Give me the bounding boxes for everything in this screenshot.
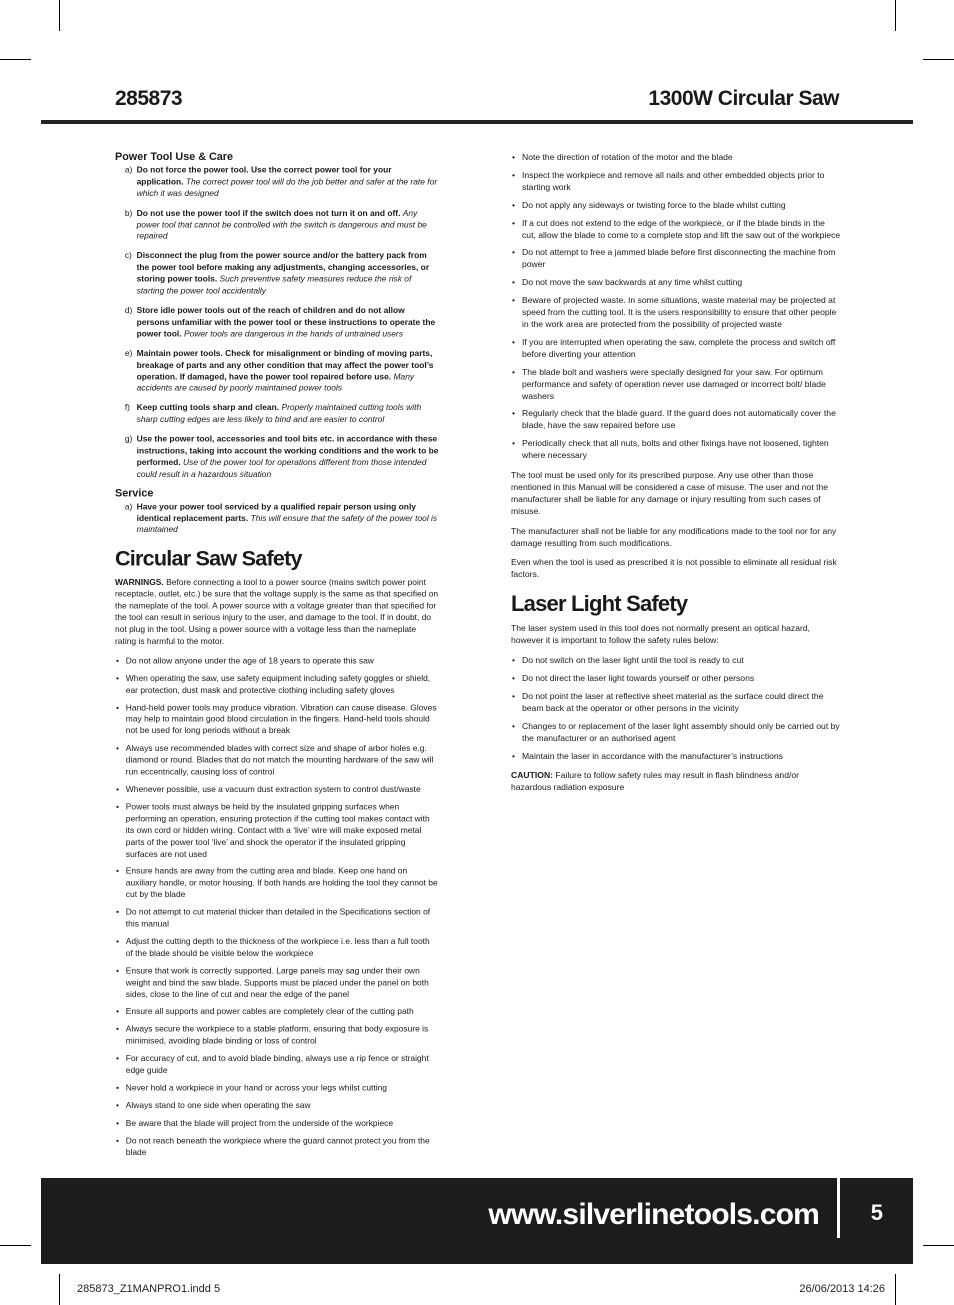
- item-letter: e): [124, 348, 133, 358]
- right-column: [511, 152, 841, 802]
- bullet-text: Adjust the cutting depth to the thickness of the workpiece i.e. less than a full tooth of the blade should be visible below the workpiece: [125, 936, 430, 958]
- crop-mark: [59, 0, 60, 31]
- laser-intro: The laser system used in this tool does not normally present an optical hazard, however it is important to follow the safety rules below:: [511, 623, 811, 646]
- lettered-list: [115, 165, 439, 481]
- bullet-text: Do not move the saw backwards at any time whilst cutting: [522, 277, 743, 288]
- item-letter: a): [124, 164, 133, 175]
- item-explanation: Many accidents are caused by poorly maintained power tools: [136, 371, 415, 393]
- list-item: [115, 866, 439, 901]
- list-item: [115, 501, 439, 536]
- body-paragraph: The manufacturer shall not be liable for any modifications made to the tool nor for any damage resulting from such modifications.: [511, 525, 837, 548]
- bullet-icon: •: [115, 702, 119, 713]
- laser-bullet-list: [511, 655, 841, 762]
- list-item: [115, 784, 439, 796]
- list-item: [115, 1118, 439, 1130]
- list-item: [511, 200, 841, 212]
- bullet-text: Periodically check that all nuts, bolts and other fixings have not loosened, tighten where necessary: [522, 438, 829, 461]
- lettered-list: [115, 501, 439, 536]
- bullet-icon: •: [115, 1082, 119, 1093]
- list-item: [511, 277, 841, 289]
- bullet-text: Maintain the laser in accordance with the manufacturer’s instructions: [522, 750, 783, 761]
- item-explanation: Power tools are dangerous in the hands of untrained users: [183, 328, 403, 339]
- bullet-text: Do not direct the laser light towards yourself or other persons: [522, 673, 755, 683]
- bullet-text: Do not switch on the laser light until the tool is ready to cut: [522, 655, 744, 666]
- item-letter: b): [124, 207, 133, 218]
- warnings-paragraph: [115, 577, 439, 647]
- bullet-icon: •: [115, 1053, 119, 1064]
- list-item: [115, 1135, 439, 1158]
- product-title: 1300W Circular Saw: [648, 87, 839, 110]
- bullet-text: Regularly check that the blade guard. If the guard does not automatically cover the blade, have the saw repaired before use: [522, 408, 836, 431]
- list-item: [115, 1083, 439, 1095]
- website-link[interactable]: www.silverlinetools.com: [488, 1198, 819, 1231]
- body-paragraph: The tool must be used only for its prescribed purpose. Any use other than those mentioned in this Manual will be considered a case of misuse. The user and not the manufacturer shall be liable for any damage or injury resulting from such cases of misuse.: [511, 470, 829, 516]
- bullet-icon: •: [115, 1135, 119, 1146]
- bullet-text: Do not attempt to cut material thicker than detailed in the Specifications section of this manual: [125, 906, 431, 929]
- list-item: [511, 337, 841, 361]
- item-rule: Have your power tool serviced by a qualified repair person using only identical replacement parts.: [136, 501, 416, 523]
- item-explanation: The correct power tool will do the job better and safer at the rate for which it was designed: [136, 176, 438, 198]
- list-item: [115, 403, 439, 426]
- bullet-icon: •: [115, 936, 119, 947]
- bullet-text: Always secure the workpiece to a stable platform, ensuring that body exposure is minimised, avoiding blade binding or loss of control: [125, 1024, 429, 1046]
- slug-date: 26/06/2013 14:26: [799, 1283, 885, 1295]
- bullet-icon: •: [512, 295, 516, 306]
- bullet-icon: •: [115, 1100, 119, 1110]
- caution-paragraph: [511, 770, 841, 794]
- item-explanation: Use of the power tool for operations different from those intended could result in a hazardous situation: [136, 457, 427, 479]
- item-rule: Keep cutting tools sharp and clean.: [136, 402, 280, 413]
- list-item: [511, 152, 841, 164]
- list-item: [511, 408, 841, 432]
- item-explanation: Such preventive safety measures reduce the risk of starting the power tool accidentally: [136, 273, 412, 296]
- bullet-text: Do not reach beneath the workpiece where the guard cannot protect you from the blade: [125, 1135, 430, 1157]
- list-item: [115, 165, 439, 200]
- item-letter: c): [124, 250, 132, 261]
- bullet-text: Do not apply any sideways or twisting force to the blade whilst cutting: [522, 199, 786, 210]
- crop-mark: [0, 59, 31, 60]
- bullet-icon: •: [512, 750, 516, 761]
- bullet-icon: •: [512, 277, 516, 288]
- bullet-text: If you are interrupted when operating the saw, complete the process and switch off before diverting your attention: [522, 336, 836, 359]
- bullet-text: For accuracy of cut, and to avoid blade binding, always use a rip fence or straight edge guide: [125, 1053, 429, 1075]
- bullet-text: Always stand to one side when operating the saw: [125, 1100, 311, 1110]
- bullet-icon: •: [115, 1117, 119, 1128]
- bullet-text: Inspect the workpiece and remove all nails and other embedded objects prior to starting work: [522, 169, 825, 192]
- bullet-icon: •: [115, 801, 119, 812]
- bullet-icon: •: [115, 743, 119, 753]
- footer-bar: [41, 1178, 913, 1264]
- crop-mark: [895, 1274, 896, 1305]
- section-heading: Service: [115, 487, 154, 500]
- bullet-icon: •: [115, 1024, 119, 1034]
- item-rule: Do not force the power tool. Use the correct power tool for your application.: [136, 164, 392, 187]
- bullet-text: Do not attempt to free a jammed blade before first disconnecting the machine from power: [522, 247, 836, 270]
- bullet-icon: •: [512, 690, 516, 701]
- bullet-text: Never hold a workpiece in your hand or across your legs whilst cutting: [125, 1082, 387, 1093]
- list-item: [511, 751, 841, 763]
- bullet-icon: •: [512, 408, 516, 419]
- bullet-text: Note the direction of rotation of the motor and the blade: [522, 152, 733, 162]
- bullet-icon: •: [512, 438, 516, 449]
- list-item: [115, 208, 439, 243]
- list-item: [115, 1006, 439, 1018]
- bullet-icon: •: [115, 672, 119, 683]
- warnings-label: WARNINGS.: [115, 577, 164, 588]
- bullet-icon: •: [512, 169, 516, 180]
- bullet-icon: •: [115, 965, 119, 976]
- bullet-text: Always use recommended blades with correct size and shape of arbor holes e.g. diamond or round. Blades that do not match the mounting hardware of the saw will run eccentrically, causing loss of control: [125, 743, 434, 777]
- list-item: [115, 655, 439, 667]
- bullet-text: Changes to or replacement of the laser light assembly should only be carried out by the manufacturer or an authorised agent: [522, 720, 840, 743]
- page-number: 5: [870, 1200, 883, 1225]
- bullet-icon: •: [115, 1006, 119, 1017]
- bullet-icon: •: [115, 906, 119, 917]
- caution-label: CAUTION:: [511, 770, 554, 781]
- bullet-icon: •: [115, 784, 119, 794]
- item-letter: g): [124, 433, 133, 444]
- item-rule: Disconnect the plug from the power source and/or the battery pack from the power tool before making any adjustments, changing accessories, or storing power tools.: [136, 250, 430, 284]
- list-item: [115, 1100, 439, 1112]
- list-item: [115, 1024, 439, 1047]
- list-item: [511, 295, 841, 331]
- list-item: [511, 438, 841, 462]
- caution-text: Failure to follow safety rules may result in flash blindness and/or hazardous radiation exposure: [511, 770, 800, 793]
- bullet-icon: •: [512, 152, 516, 162]
- list-item: [115, 907, 439, 930]
- crop-mark: [895, 0, 896, 31]
- bullet-text: Ensure that work is correctly supported. Large panels may sag under their own weight and bind the saw blade. Supports must be placed under the panel on both sides, close to the line of cut and near the edge of the panel: [125, 965, 429, 999]
- bullet-text: Ensure hands are away from the cutting area and blade. Keep one hand on auxiliary handle, or motor housing. If both hands are holding the tool they cannot be cut by the blade: [125, 866, 438, 900]
- list-item: [115, 673, 439, 696]
- bullet-icon: •: [115, 655, 119, 666]
- crop-mark: [0, 1245, 31, 1246]
- left-column: [115, 152, 439, 1167]
- bullet-icon: •: [512, 217, 516, 228]
- item-letter: d): [124, 305, 133, 315]
- list-item: [115, 348, 439, 395]
- bullet-text: Beware of projected waste. In some situations, waste material may be projected at speed from the cutting tool. It is the users responsibility to ensure that other people in the work area are protected from the possibility of projected waste: [522, 295, 837, 329]
- list-item: [511, 721, 841, 745]
- bullet-icon: •: [512, 247, 516, 258]
- crop-mark: [923, 59, 954, 60]
- bullet-text: Ensure all supports and power cables are completely clear of the cutting path: [125, 1006, 414, 1017]
- list-item: [115, 1053, 439, 1076]
- list-item: [511, 170, 841, 194]
- item-letter: f): [124, 402, 130, 413]
- bullet-text: Be aware that the blade will project from the underside of the workpiece: [125, 1117, 394, 1128]
- bullet-text: Do not allow anyone under the age of 18 years to operate this saw: [125, 655, 374, 666]
- bullet-icon: •: [512, 336, 516, 347]
- item-explanation: This will ensure that the safety of the power tool is maintained: [136, 512, 438, 535]
- footer-divider: [837, 1178, 840, 1238]
- list-item: [115, 966, 439, 1001]
- bullet-text: Whenever possible, use a vacuum dust extraction system to control dust/waste: [125, 784, 421, 794]
- list-item: [115, 305, 439, 340]
- bullet-icon: •: [512, 199, 516, 210]
- bullet-icon: •: [115, 866, 119, 876]
- list-item: [511, 367, 841, 403]
- crop-mark: [923, 1245, 954, 1246]
- list-item: [115, 434, 439, 481]
- list-item: [115, 250, 439, 297]
- list-item: [115, 743, 439, 778]
- list-item: [511, 247, 841, 271]
- warnings-text: Before connecting a tool to a power source (mains switch power point receptacle, outlet, etc.) be sure that the voltage supply is the same as that specified on the nameplate of the tool. A power source with a voltage greater than that specified for the tool can result in serious injury to the user, and damage to the tool. If in doubt, do not plug in the tool. Using a power source with a voltage less than the nameplate rating is harmful to the motor.: [115, 577, 439, 646]
- header-rule: [41, 120, 913, 124]
- section-title-laser-light-safety: Laser Light Safety: [511, 591, 688, 617]
- list-item: [511, 691, 841, 715]
- list-item: [115, 802, 439, 860]
- bullet-icon: •: [512, 673, 516, 683]
- body-paragraph: Even when the tool is used as prescribed it is not possible to eliminate all residual risk factors.: [511, 557, 837, 580]
- item-rule: Store idle power tools out of the reach of children and do not allow persons unfamiliar with the power tool or these instructions to operate the power tool.: [136, 305, 436, 339]
- page-header: [115, 87, 839, 115]
- safety-bullet-list: [511, 152, 841, 462]
- list-item: [115, 702, 439, 737]
- section-title-circular-saw-safety: Circular Saw Safety: [115, 545, 302, 571]
- product-code: 285873: [115, 87, 183, 110]
- item-rule: Use the power tool, accessories and tool bits etc. in accordance with these instructions, taking into account the working conditions and the work to be performed.: [136, 433, 439, 468]
- list-item: [511, 655, 841, 667]
- bullet-text: Hand-held power tools may produce vibration. Vibration can cause disease. Gloves may help to maintain good blood circulation in the fingers. Hand-held tools should not be used for long periods without a break: [125, 702, 437, 736]
- item-explanation: Any power tool that cannot be controlled with the switch is dangerous and must be repaired: [136, 207, 427, 241]
- section-heading: Power Tool Use & Care: [115, 151, 234, 163]
- item-explanation: Properly maintained cutting tools with sharp cutting edges are less likely to bind and are easier to control: [136, 402, 422, 425]
- bullet-text: Power tools must always be held by the insulated gripping surfaces when performing an operation, ensuring protection if the cutting tool makes contact with its own cord or hidden wiring. Contact with a ‘live’ wire will make exposed metal parts of the power tool ‘live’ and shock the operator if the insulated gripping surfaces are not used: [125, 801, 430, 859]
- safety-bullet-list: [115, 655, 439, 1158]
- item-rule: Maintain power tools. Check for misalignment or binding of moving parts, breakage of parts and any other condition that may affect the power tool’s operation. If damaged, have the power tool repaired before use.: [136, 348, 434, 382]
- bullet-icon: •: [512, 366, 516, 377]
- bullet-text: When operating the saw, use safety equipment including safety goggles or shield, ear protection, dust mask and protective clothing including safety gloves: [125, 672, 431, 695]
- list-item: [115, 936, 439, 959]
- bullet-text: If a cut does not extend to the edge of the workpiece, or if the blade binds in the cut, allow the blade to come to a complete stop and lift the saw out of the workpiece: [522, 217, 841, 240]
- bullet-icon: •: [512, 655, 516, 666]
- bullet-text: The blade bolt and washers were specially designed for your saw. For optimum performance and safety of operation never use damaged or incorrect bolt/ blade washers: [522, 366, 826, 401]
- list-item: [511, 218, 841, 242]
- item-letter: a): [124, 501, 133, 511]
- bullet-icon: •: [512, 720, 516, 731]
- bullet-text: Do not point the laser at reflective sheet material as the surface could direct the beam back at the operator or other persons in the vicinity: [522, 690, 824, 713]
- item-rule: Do not use the power tool if the switch does not turn it on and off.: [136, 207, 401, 218]
- crop-mark: [59, 1274, 60, 1305]
- slug-file: 285873_Z1MANPRO1.indd 5: [77, 1283, 221, 1295]
- list-item: [511, 673, 841, 685]
